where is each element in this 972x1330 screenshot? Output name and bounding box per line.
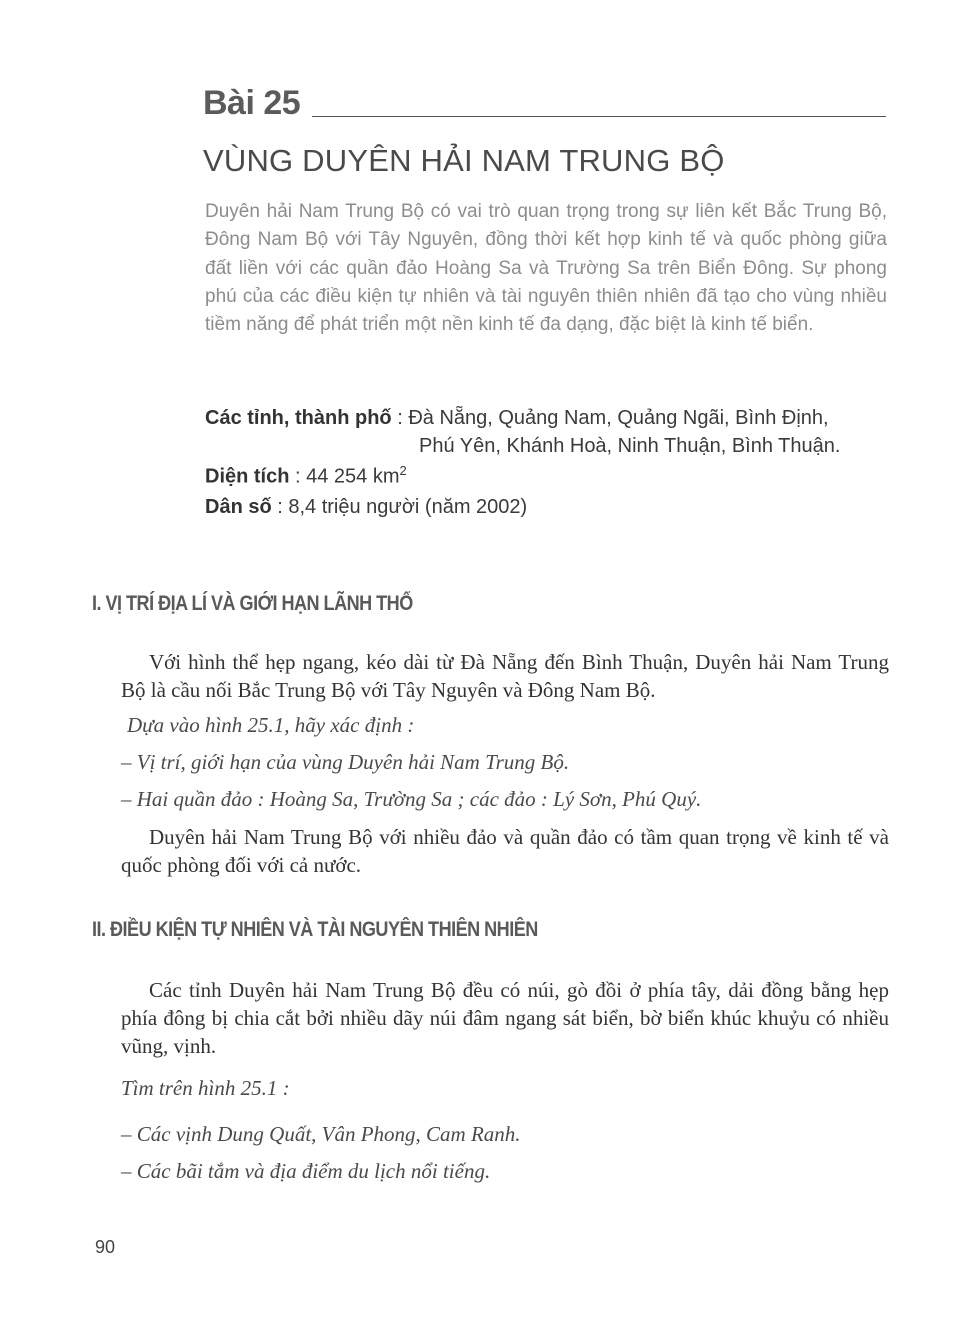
section-1-paragraph-2 xyxy=(121,823,889,879)
section-1-paragraph-1 xyxy=(121,648,889,704)
section-2-task-intro: Tìm trên hình 25.1 : xyxy=(121,1076,290,1100)
section-2-heading: II. ĐIỀU KIỆN TỰ NHIÊN VÀ TÀI NGUYÊN THIÊN NHIÊN xyxy=(92,918,538,941)
section-1-paragraph-2-text: Duyên hải Nam Trung Bộ với nhiều đảo và quần đảo có tầm quan trọng về kinh tế và quốc phòng đối với cả nước. xyxy=(121,825,889,877)
population-line xyxy=(205,496,527,519)
provinces-separator: : xyxy=(391,407,409,429)
population-label: Dân số xyxy=(205,496,272,518)
section-1-task-intro: Dựa vào hình 25.1, hãy xác định : xyxy=(127,713,415,737)
population-separator: : xyxy=(271,496,289,518)
section-1-task-item-1: – Vị trí, giới hạn của vùng Duyên hải Nam Trung Bộ. xyxy=(121,750,570,774)
area-label: Diện tích xyxy=(205,465,290,488)
lesson-number: Bài 25 xyxy=(203,84,301,122)
provinces-list-1: Đà Nẵng, Quảng Nam, Quảng Ngãi, Bình Định, xyxy=(408,407,829,429)
section-2-paragraph-1-text: Các tỉnh Duyên hải Nam Trung Bộ đều có núi, gò đồi ở phía tây, dải đồng bằng hẹp phía đông bị chia cắt bởi nhiều dãy núi đâm ngang sát biển, bờ biển khúc khuỷu có nhiều vũng, vịnh. xyxy=(121,978,889,1058)
section-2-task-item-2: – Các bãi tắm và địa điểm du lịch nổi tiếng. xyxy=(121,1159,491,1183)
section-2-task-item-1: – Các vịnh Dung Quất, Vân Phong, Cam Ranh. xyxy=(121,1122,521,1146)
area-exponent: 2 xyxy=(399,463,407,478)
provinces-list-2: Phú Yên, Khánh Hoà, Ninh Thuận, Bình Thuận. xyxy=(419,435,841,457)
population-value: 8,4 triệu người (năm 2002) xyxy=(288,496,528,518)
section-1-paragraph-1-text: Với hình thể hẹp ngang, kéo dài từ Đà Nẵng đến Bình Thuận, Duyên hải Nam Trung Bộ là cầu nối Bắc Trung Bộ với Tây Nguyên và Đông Nam Bộ. xyxy=(121,650,889,702)
section-1-task-item-2: – Hai quần đảo : Hoàng Sa, Trường Sa ; các đảo : Lý Sơn, Phú Quý. xyxy=(121,787,702,811)
lesson-intro: Duyên hải Nam Trung Bộ có vai trò quan trọng trong sự liên kết Bắc Trung Bộ, Đông Nam Bộ với Tây Nguyên, đồng thời kết hợp kinh tế và quốc phòng giữa đất liền với các quần đảo Hoàng Sa và Trường Sa trên Biển Đông. Sự phong phú của các điều kiện tự nhiên và tài nguyên thiên nhiên đã tạo cho vùng nhiều tiềm năng để phát triển một nền kinh tế đa dạng, đặc biệt là kinh tế biển. xyxy=(205,201,887,336)
lesson-header-rule xyxy=(312,116,886,117)
lesson-title: VÙNG DUYÊN HẢI NAM TRUNG BỘ xyxy=(203,143,725,178)
page-number: 90 xyxy=(95,1237,116,1257)
area-separator: : xyxy=(289,465,307,488)
section-1-heading: I. VỊ TRÍ ĐỊA LÍ VÀ GIỚI HẠN LÃNH THỔ xyxy=(92,592,413,615)
provinces-label: Các tỉnh, thành phố xyxy=(205,407,392,429)
section-2-paragraph-1 xyxy=(121,976,889,1060)
provinces-line xyxy=(205,407,829,430)
area-value: 44 254 km xyxy=(306,465,400,488)
area-line xyxy=(205,463,407,489)
